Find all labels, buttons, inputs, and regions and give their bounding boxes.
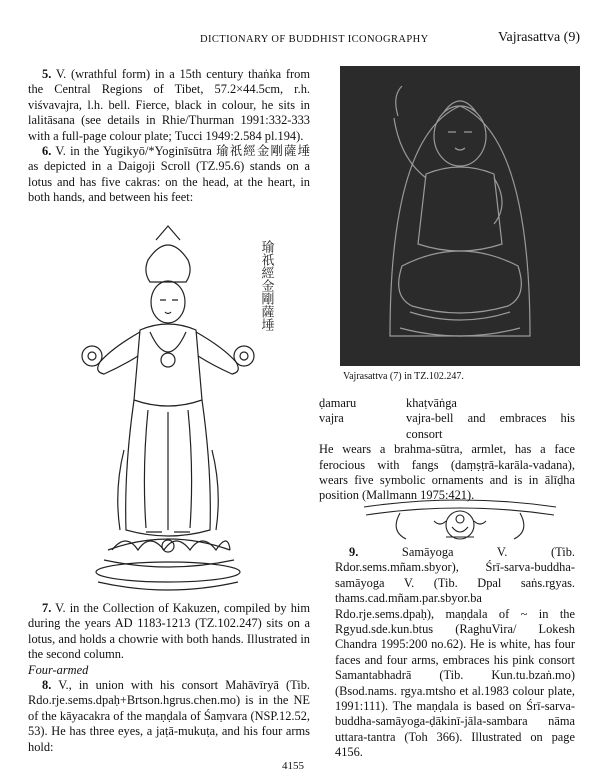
left-column-bottom [28,601,310,755]
entry-text: V., in union with his consort Mahāvīryā (Tib. Rdo.rje.sems.dpaḥ+Brtson.hgrus.chen.mo) is in the NE of the kāyacakra of the maṇḍala of Śaṃvara (NSP.12.52, 53). He has three eyes, a jaṭā-mukuṭa, and his four arms hold: [28,678,310,754]
page-number: 4155 [282,760,304,772]
left-column-top [28,67,310,206]
entry-text: V. in the Yugikyō/*Yoginīsūtra 瑜祇經金剛薩埵 as depicted in a Daigoji Scroll (TZ.95.6) stands on a lotus and has five cakras: on the head, at the heart, in both hands, and between his feet: [28,144,310,205]
entry-7 [28,601,310,663]
running-header-entry: Vajrasattva (9) [497,30,580,45]
entry-text: V. (wrathful form) in a 15th century thaṅka from the Central Regions of Tibet, 57.2×44.5cm, r.h. viśvavajra, l.h. bell. Fierce, black in colour, he sits in lalitāsana (see details in Rhie/Thurman 1991:332-333 with a full-page colour plate; Tucci 1949:2.584 pl.194). [28,67,310,143]
entry-6 [28,144,310,206]
running-header-title: DICTIONARY OF BUDDHIST ICONOGRAPHY [200,34,429,45]
mandala-fragment-illustration [360,497,560,543]
figure-inscription: 瑜祇經金剛薩埵 [258,240,274,331]
figure-caption: Vajrasattva (7) in TZ.102.247. [343,371,464,382]
entry-9 [335,545,575,761]
entry-number: 6. [42,144,52,159]
description-paragraph: He wears a brahma-sūtra, armlet, has a face ferocious with fangs (daṃṣṭrā-karāla-vadana), wears five symbolic ornaments and is in ālīḍha position (Mallmann 1975:421). [319,442,575,503]
attribute-table [319,396,575,442]
entry-8 [28,678,310,755]
entry-number: 5. [42,67,52,81]
entry-number: 8. [42,678,52,693]
attribute-cell: vajra [319,411,344,426]
attribute-cell: vajra-bell and embraces his consort [406,411,575,441]
entry-text: Samāyoga V. (Tib. Rdor.sems.mñam.sbyor), Śrī-sarva-buddha-samāyoga V. (Tib. Dpal saṅs.rgyas. thams.cad.mñam.par.sbyor.ba Rdo.rje.sems.dpaḥ), maṇḍala of ~ in the Rgyud.sde.kun.btus (RaghuVira/ Lokesh Chandra 1995:200 no.62). He is white, has four faces and four arms, embraces his pink consort Samantabhadrā (Tib. Kun.tu.bzaṅ.mo) (Bsod.nams. rgya.mtsho et al.1983 colour plate, 1991:111). The maṇḍala is based on Śrī-sarva-buddha-samāyoga-ḍākinī-jāla-sambara nāma uttara-tantra (Toh 366). Illustrated on page 4156. [335,545,575,760]
subheading-four-armed: Four-armed [28,662,89,677]
standing-vajrasattva-illustration [28,220,310,598]
entry-number: 9. [349,545,359,559]
right-column-middle [319,396,575,504]
right-column-bottom [335,545,575,761]
entry-text: V. in the Collection of Kakuzen, compiled by him during the years AD 1183-1213 (TZ.102.247) sits on a lotus, and holds a chowrie with both hands. Illustrated in the second column. [28,601,310,662]
attribute-cell: khaṭvāṅga [406,396,457,410]
entry-number: 7. [42,601,52,615]
seated-vajrasattva-illustration [340,66,580,366]
entry-5 [28,67,310,144]
attribute-cell: ḍamaru [319,396,357,410]
